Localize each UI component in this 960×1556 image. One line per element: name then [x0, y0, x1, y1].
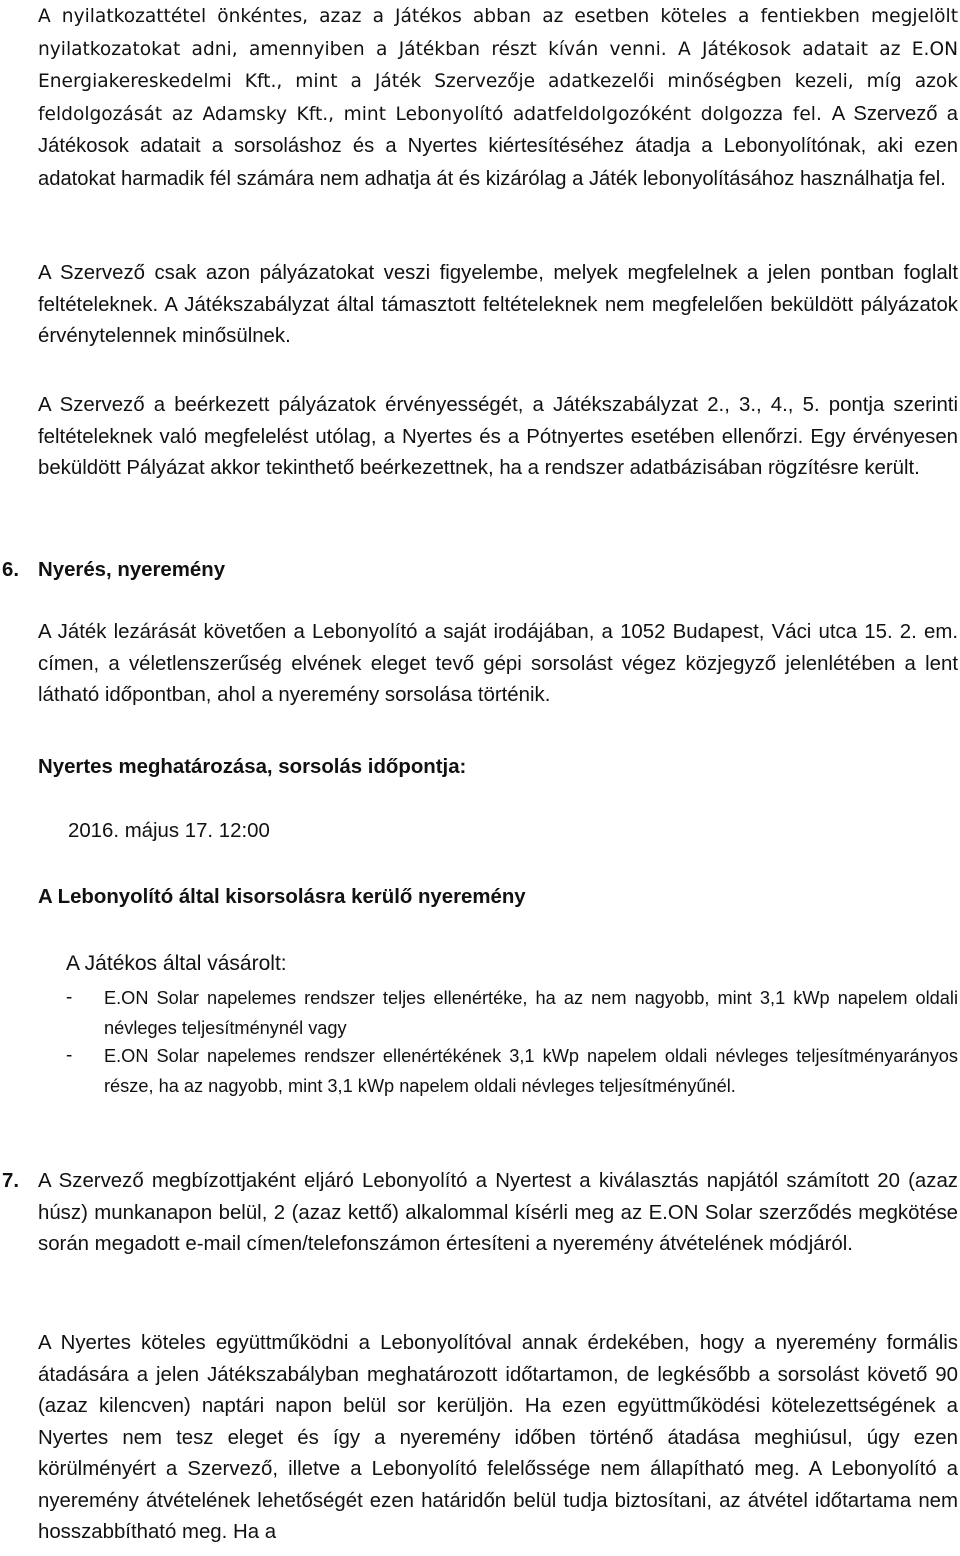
bullet-dash: - — [66, 1045, 73, 1066]
section-number-6: 6. — [2, 559, 20, 581]
prize-heading: A Lebonyolító által kisorsolásra kerülő nyeremény — [38, 886, 526, 908]
paragraph-data-handling-part2: A Szervező a Játékosok adatait a sorsoláshoz és a Nyertes kiértesítéséhez átadja a Lebonyolítónak, aki ezen adatokat harmadik fél számára nem adhatja át és kizárólag a Játék lebonyolításához használhatja fel. — [38, 102, 958, 190]
paragraph-winner-notification: A Szervező megbízottjaként eljáró Lebonyolító a Nyertest a kiválasztás napjától számított 20 (azaz húsz) munkanapon belül, 2 (azaz kettő) alkalommal kísérli meg az E.ON Solar szerződés megkötése során megadott e-mail címen/telefonszámon értesíteni a nyeremény átvételének módjáról. — [38, 1170, 958, 1255]
draw-time-heading: Nyertes meghatározása, sorsolás időpontja: — [38, 756, 467, 778]
paragraph-valid-entries: A Szervező csak azon pályázatokat veszi figyelembe, melyek megfelelnek a jelen pontban foglalt feltételeknek. A Játékszabályzat által támasztott feltételeknek nem megfelelően beküldött pályázatok érvénytelennek minősülnek. — [38, 262, 958, 347]
bullet-item: E.ON Solar napelemes rendszer ellenértékének 3,1 kWp napelem oldali névleges teljesítményarányos része, ha az nagyobb, mint 3,1 kWp napelem oldali névleges teljesítményűnél. — [104, 1046, 958, 1096]
paragraph-validity-check: A Szervező a beérkezett pályázatok érvényességét, a Játékszabályzat 2., 3., 4., 5. pontja szerinti feltételeknek való megfelelést utólag, a Nyertes és a Pótnyertes esetében ellenőrzi. Egy érvényesen beküldött Pályázat akkor tekinthető beérkezettnek, ha a rendszer adatbázisában rögzítésre került. — [38, 394, 958, 479]
paragraph-winner-cooperation: A Nyertes köteles együttműködni a Lebonyolítóval annak érdekében, hogy a nyeremény formális átadására a jelen Játékszabályban meghatározott időtartamon, de legkésőbb a sorsolást követő 90 (azaz kilencven) naptári napon belül sor kerüljön. Ha ezen együttműködési kötelezettségének a Nyertes nem tesz eleget és így a nyeremény időben történő átadása meghiúsul, úgy ezen körülményért a Szervező, illetve a Lebonyolító felelőssége nem állapítható meg. A Lebonyolító a nyeremény átvételének lehetőségét ezen határidőn belül tudja biztosítani, az átvétel időtartama nem hosszabbítható meg. Ha a — [38, 1332, 958, 1543]
section-number-7: 7. — [2, 1170, 20, 1192]
bullet-item: E.ON Solar napelemes rendszer teljes ellenértéke, ha az nem nagyobb, mint 3,1 kWp napelem oldali névleges teljesítménynél vagy — [104, 988, 958, 1038]
draw-date: 2016. május 17. 12:00 — [68, 820, 270, 842]
purchased-label: A Játékos által vásárolt: — [66, 952, 287, 975]
paragraph-data-handling — [38, 0, 958, 195]
section-title-6: Nyerés, nyeremény — [38, 559, 226, 581]
paragraph-data-handling-part1: A nyilatkozattétel önkéntes, azaz a Játékos abban az esetben köteles a fentiekben megjelölt nyilatkozatokat adni, amennyiben a Játékban részt kíván venni. A Játékosok adatait az E.ON Energiakereskedelmi Kft., mint a Játék Szervezője adatkezelői minőségben kezeli, míg azok feldolgozását az Adamsky Kft., mint Lebonyolító adatfeldolgozóként dolgozza fel. — [38, 6, 958, 125]
paragraph-draw-procedure: A Játék lezárását követően a Lebonyolító a saját irodájában, a 1052 Budapest, Váci utca 15. 2. em. címen, a véletlenszerűség elvének eleget tevő gépi sorsolást végez közjegyző jelenlétében a lent látható időpontban, ahol a nyeremény sorsolása történik. — [38, 621, 958, 706]
bullet-dash: - — [66, 987, 73, 1008]
